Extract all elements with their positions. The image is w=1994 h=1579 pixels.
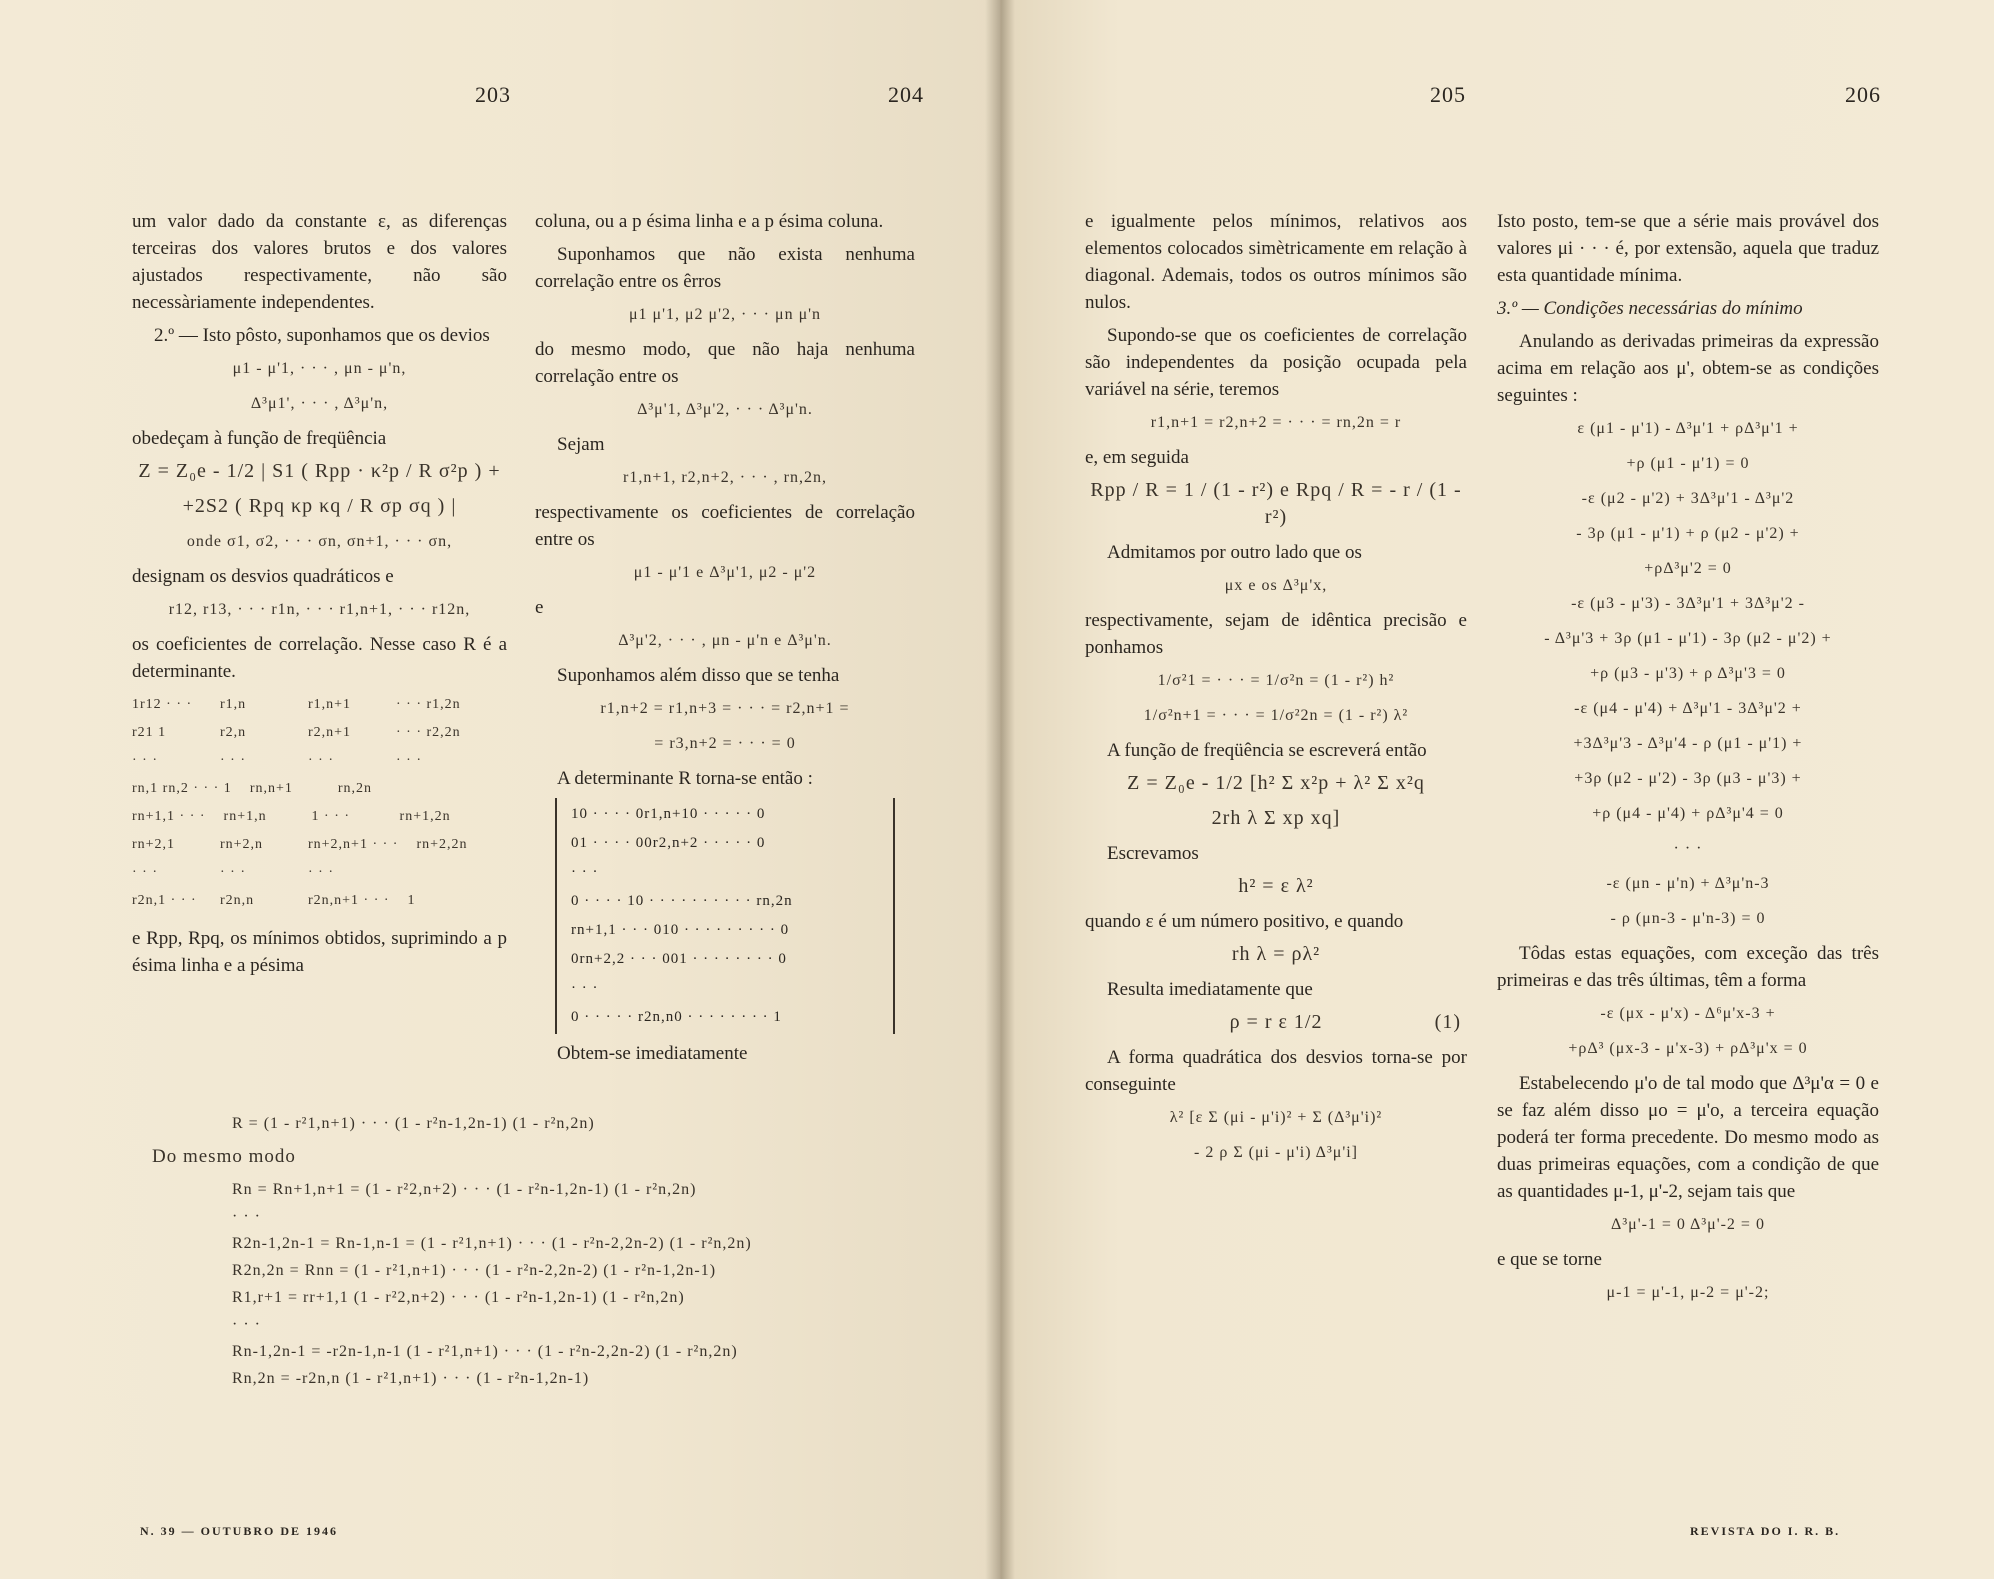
formula: = r3,n+2 = · · · = 0 xyxy=(654,735,796,752)
equation: R2n,2n = Rnn = (1 - r²1,n+1) · · · (1 - r²n-2,2n-2) (1 - r²n-1,2n-1) xyxy=(232,1262,717,1279)
formula: ε (μ1 - μ'1) - Δ³μ'1 + ρΔ³μ'1 + xyxy=(1577,420,1799,437)
paragraph: e Rpp, Rpq, os mínimos obtidos, suprimindo a p ésima linha e a pésima xyxy=(132,928,507,976)
formula-body: ρ = r ε 1/2 xyxy=(1229,1011,1323,1033)
matrix-row: · · · xyxy=(571,864,599,880)
formula: - Δ³μ'3 + 3ρ (μ1 - μ'1) - 3ρ (μ2 - μ'2) + xyxy=(1544,630,1832,647)
formula: +2S2 ( Rpq κp κq / R σp σq ) | xyxy=(182,495,457,517)
formula: -ε (μ4 - μ'4) + Δ³μ'1 - 3Δ³μ'2 + xyxy=(1574,700,1802,717)
paragraph: os coeficientes de correlação. Nesse caso R é a determinante. xyxy=(132,634,507,682)
formula: Δ³μ'1, Δ³μ'2, · · · Δ³μ'n. xyxy=(637,401,813,418)
equation: · · · xyxy=(232,1208,261,1225)
equation-number: (1) xyxy=(1434,1011,1461,1033)
matrix-row: 0 · · · · 10 · · · · · · · · · · rn,2n xyxy=(571,893,793,909)
paragraph: Sejam xyxy=(557,434,605,455)
formula: -ε (μn - μ'n) + Δ³μ'n-3 xyxy=(1606,875,1770,892)
formula: +ρ (μ3 - μ'3) + ρ Δ³μ'3 = 0 xyxy=(1590,665,1786,682)
paragraph: A função de freqüência se escreverá então xyxy=(1107,740,1427,761)
section-heading: 3.º — Condições necessárias do mínimo xyxy=(1497,298,1803,319)
footer-issue: N. 39 — OUTUBRO DE 1946 xyxy=(140,1524,339,1538)
matrix-row: rn+2,1 rn+2,n rn+2,n+1 · · · rn+2,2n xyxy=(132,837,468,852)
formula: +ρΔ³μ'2 = 0 xyxy=(1644,560,1732,577)
formula: -ε (μ2 - μ'2) + 3Δ³μ'1 - Δ³μ'2 xyxy=(1581,490,1795,507)
paragraph: Do mesmo modo xyxy=(152,1146,296,1167)
formula: onde σ1, σ2, · · · σn, σn+1, · · · σn, xyxy=(186,533,453,550)
equation-block xyxy=(132,1110,932,1392)
determinant-matrix xyxy=(132,691,507,915)
formula: -ε (μ3 - μ'3) - 3Δ³μ'1 + 3Δ³μ'2 - xyxy=(1571,595,1805,612)
formula: λ² [ε Σ (μi - μ'i)² + Σ (Δ³μ'i)² xyxy=(1169,1109,1383,1126)
paragraph: Estabelecendo μ'o de tal modo que Δ³μ'α = 0 e se faz além disso μo = μ'o, a terceira equação poderá ter forma precedente. Do mesmo modo as duas primeiras equações, com a condição de que as quantidades μ-1, μ'-2, sejam tais que xyxy=(1497,1073,1879,1202)
paragraph: Obtem-se imediatamente xyxy=(557,1043,748,1064)
paragraph: A determinante R torna-se então : xyxy=(557,768,813,789)
matrix-row: 0 · · · · · r2n,n0 · · · · · · · · 1 xyxy=(571,1009,782,1025)
formula: μ1 - μ'1, · · · , μn - μ'n, xyxy=(232,360,407,377)
page-number-205: 205 xyxy=(1430,82,1466,107)
determinant-matrix xyxy=(555,798,895,1034)
paragraph: e que se torne xyxy=(1497,1249,1602,1270)
formula: r1,n+2 = r1,n+3 = · · · = r2,n+1 = xyxy=(600,700,850,717)
formula: r12, r13, · · · r1n, · · · r1,n+1, · · · r12n, xyxy=(168,601,471,618)
paragraph: coluna, ou a p ésima linha e a p ésima coluna. xyxy=(535,211,884,232)
formula: - 3ρ (μ1 - μ'1) + ρ (μ2 - μ'2) + xyxy=(1576,525,1800,542)
formula: r1,n+1, r2,n+2, · · · , rn,2n, xyxy=(622,469,827,486)
formula: Δ³μ'2, · · · , μn - μ'n e Δ³μ'n. xyxy=(618,632,832,649)
formula: Δ³μ1', · · · , Δ³μ'n, xyxy=(250,395,389,412)
equation: Rn,2n = -r2n,n (1 - r²1,n+1) · · · (1 - r²n-1,2n-1) xyxy=(232,1370,590,1387)
formula: rh λ = ρλ² xyxy=(1231,943,1321,965)
paragraph: Escrevamos xyxy=(1107,843,1199,864)
equation: Rn = Rn+1,n+1 = (1 - r²2,n+2) · · · (1 - r²n-1,2n-1) (1 - r²n,2n) xyxy=(232,1181,697,1198)
formula: Z = Z₀e - 1/2 | S1 ( Rpp · κ²p / R σ²p ) + xyxy=(138,460,501,482)
paragraph: um valor dado da constante ε, as diferenças terceiras dos valores brutos e dos valores ajustados respectivamente, não são necessàriamente independentes. xyxy=(132,211,507,313)
paragraph: 2.º — Isto pôsto, suponhamos que os devios xyxy=(154,325,490,346)
matrix-row: · · · · · · · · · xyxy=(132,865,334,880)
page-number-206: 206 xyxy=(1845,82,1881,107)
formula: μ1 μ'1, μ2 μ'2, · · · μn μ'n xyxy=(628,306,822,323)
matrix-row: rn,1 rn,2 · · · 1 rn,n+1 rn,2n xyxy=(132,781,372,796)
formula: Rpp / R = 1 / (1 - r²) e Rpq / R = - r / (1 - r²) xyxy=(1090,479,1462,528)
formula xyxy=(1085,1009,1467,1036)
paragraph: e, em seguida xyxy=(1085,447,1189,468)
paragraph: Tôdas estas equações, com exceção das três primeiras e das três últimas, têm a forma xyxy=(1497,943,1879,991)
formula: 2rh λ Σ xp xq] xyxy=(1211,807,1341,829)
formula: r1,n+1 = r2,n+2 = · · · = rn,2n = r xyxy=(1150,414,1402,431)
formula: μ1 - μ'1 e Δ³μ'1, μ2 - μ'2 xyxy=(633,564,817,581)
paragraph: respectivamente, sejam de idêntica precisão e ponhamos xyxy=(1085,610,1467,658)
paragraph: Suponhamos que não exista nenhuma correlação entre os êrros xyxy=(535,244,915,292)
formula: - ρ (μn-3 - μ'n-3) = 0 xyxy=(1610,910,1766,927)
paragraph: quando ε é um número positivo, e quando xyxy=(1085,911,1404,932)
matrix-row: rn+1,1 · · · rn+1,n 1 · · · rn+1,2n xyxy=(132,809,451,824)
formula: 1/σ²n+1 = · · · = 1/σ²2n = (1 - r²) λ² xyxy=(1143,707,1409,724)
paragraph: do mesmo modo, que não haja nenhuma correlação entre os xyxy=(535,339,915,387)
book-gutter xyxy=(985,0,1015,1579)
formula: μ-1 = μ'-1, μ-2 = μ'-2; xyxy=(1606,1284,1770,1301)
matrix-row: 10 · · · · 0r1,n+10 · · · · · 0 xyxy=(571,806,766,822)
formula: +3Δ³μ'3 - Δ³μ'4 - ρ (μ1 - μ'1) + xyxy=(1573,735,1803,752)
matrix-row: · · · · · · · · · · · · xyxy=(132,753,422,768)
equation: R1,r+1 = rr+1,1 (1 - r²2,n+2) · · · (1 - r²n-1,2n-1) (1 - r²n,2n) xyxy=(232,1289,685,1306)
formula: +ρ (μ4 - μ'4) + ρΔ³μ'4 = 0 xyxy=(1592,805,1784,822)
paragraph: respectivamente os coeficientes de correlação entre os xyxy=(535,502,915,550)
paragraph: Anulando as derivadas primeiras da expressão acima em relação aos μ', obtem-se as condições seguintes : xyxy=(1497,331,1879,406)
column-205 xyxy=(1085,208,1467,1174)
formula: +ρΔ³ (μx-3 - μ'x-3) + ρΔ³μ'x = 0 xyxy=(1568,1040,1808,1057)
paragraph: Admitamos por outro lado que os xyxy=(1107,542,1362,563)
matrix-row: · · · xyxy=(571,980,599,996)
matrix-row: 1r12 · · · r1,n r1,n+1 · · · r1,2n xyxy=(132,697,461,712)
page-number-204: 204 xyxy=(888,82,924,107)
paragraph: Supondo-se que os coeficientes de correlação são independentes da posição ocupada pela variável na série, teremos xyxy=(1085,325,1467,400)
paragraph: Suponhamos além disso que se tenha xyxy=(557,665,840,686)
equation: R = (1 - r²1,n+1) · · · (1 - r²n-1,2n-1) (1 - r²n,2n) xyxy=(232,1115,595,1132)
paragraph: Resulta imediatamente que xyxy=(1107,979,1313,1000)
footer-journal: REVISTA DO I. R. B. xyxy=(1690,1524,1841,1538)
formula: 1/σ²1 = · · · = 1/σ²n = (1 - r²) h² xyxy=(1157,672,1395,689)
formula: Z = Z₀e - 1/2 [h² Σ x²p + λ² Σ x²q xyxy=(1127,772,1425,794)
paragraph: e igualmente pelos mínimos, relativos aos elementos colocados simètricamente em relação à diagonal. Ademais, todos os outros mínimos são nulos. xyxy=(1085,211,1467,313)
formula: -ε (μx - μ'x) - Δ⁶μ'x-3 + xyxy=(1600,1005,1776,1022)
matrix-row: r21 1 r2,n r2,n+1 · · · r2,2n xyxy=(132,725,461,740)
column-206 xyxy=(1497,208,1879,1314)
equation: R2n-1,2n-1 = Rn-1,n-1 = (1 - r²1,n+1) · · · (1 - r²n-2,2n-2) (1 - r²n,2n) xyxy=(232,1235,752,1252)
formula: Δ³μ'-1 = 0 Δ³μ'-2 = 0 xyxy=(1611,1216,1765,1233)
page-number-203: 203 xyxy=(475,82,511,107)
paragraph: e xyxy=(535,597,544,618)
paragraph: obedeçam à função de freqüência xyxy=(132,428,387,449)
formula: · · · xyxy=(1673,840,1703,857)
formula: h² = ε λ² xyxy=(1238,875,1314,897)
paragraph: designam os desvios quadráticos e xyxy=(132,566,394,587)
formula: +ρ (μ1 - μ'1) = 0 xyxy=(1626,455,1750,472)
matrix-row: 0rn+2,2 · · · 001 · · · · · · · · 0 xyxy=(571,951,787,967)
matrix-row: 01 · · · · 00r2,n+2 · · · · · 0 xyxy=(571,835,766,851)
formula: - 2 ρ Σ (μi - μ'i) Δ³μ'i] xyxy=(1194,1144,1358,1161)
formula: μx e os Δ³μ'x, xyxy=(1224,577,1328,594)
column-204 xyxy=(535,208,915,1073)
formula: +3ρ (μ2 - μ'2) - 3ρ (μ3 - μ'3) + xyxy=(1574,770,1802,787)
column-203 xyxy=(132,208,507,985)
equation: · · · xyxy=(232,1316,261,1333)
matrix-row: rn+1,1 · · · 010 · · · · · · · · · 0 xyxy=(571,922,790,938)
matrix-row: r2n,1 · · · r2n,n r2n,n+1 · · · 1 xyxy=(132,893,416,908)
paragraph: Isto posto, tem-se que a série mais provável dos valores μi · · · é, por extensão, aquela que traduz esta quantidade mínima. xyxy=(1497,211,1879,286)
paragraph: A forma quadrática dos desvios torna-se por conseguinte xyxy=(1085,1047,1467,1095)
equation: Rn-1,2n-1 = -r2n-1,n-1 (1 - r²1,n+1) · · · (1 - r²n-2,2n-2) (1 - r²n,2n) xyxy=(232,1343,738,1360)
